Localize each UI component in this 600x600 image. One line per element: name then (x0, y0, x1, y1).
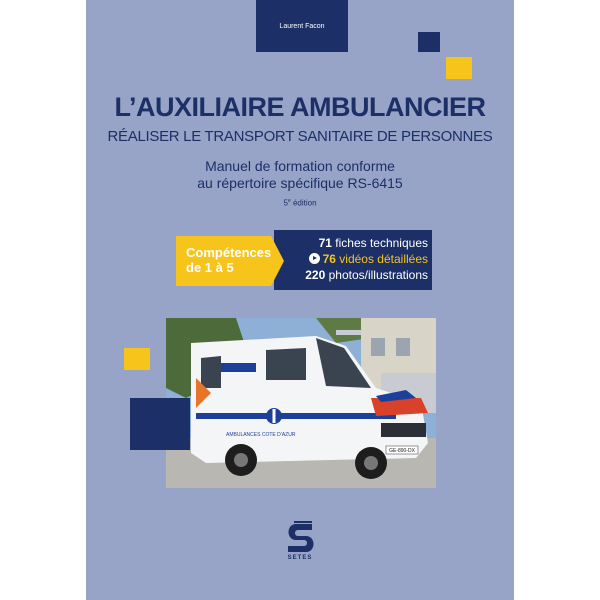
manual-line-2: au répertoire spécifique RS-6415 (197, 175, 403, 191)
ambulance-photo (166, 318, 436, 488)
competences-line-2: de 1 à 5 (186, 260, 234, 275)
competences-text (186, 245, 276, 275)
vehicle-side-text: AMBULANCES COTE D’AZUR (226, 432, 296, 438)
edition-superscript: e (287, 198, 291, 204)
decorative-yellow-square (446, 57, 472, 79)
license-plate: GE-890-DX (389, 448, 415, 454)
decorative-navy-square (418, 32, 440, 52)
edition-label (86, 198, 514, 208)
stat-fiches-label: fiches techniques (331, 236, 428, 250)
publisher-name: SETES (287, 555, 313, 561)
stat-fiches (319, 236, 428, 250)
stat-fiches-number: 71 (318, 236, 332, 250)
stat-photos-label: photos/illustrations (325, 268, 428, 282)
stat-videos-label: vidéos détaillées (335, 252, 428, 266)
ambulance-illustration (166, 318, 436, 488)
manual-line-1: Manuel de formation conforme (205, 158, 395, 174)
competences-line-1: Compétences (186, 245, 272, 260)
stat-videos-number: 76 (322, 252, 336, 266)
book-subtitle: RÉALISER LE TRANSPORT SANITAIRE DE PERSONNES (107, 128, 493, 145)
star-of-life-icon (266, 408, 282, 424)
book-cover (86, 0, 514, 600)
decorative-navy-square-2 (130, 398, 190, 450)
stat-photos-number: 220 (305, 268, 326, 282)
stat-videos (309, 252, 428, 266)
edition-number: 5 (283, 198, 288, 208)
book-title: L’AUXILIAIRE AMBULANCIER (114, 92, 486, 122)
manual-description (86, 158, 514, 192)
edition-text: édition (290, 198, 317, 208)
author-name: Laurent Facon (256, 0, 348, 52)
decorative-yellow-square-2 (124, 348, 150, 370)
stat-photos (305, 268, 428, 282)
play-icon (309, 253, 320, 264)
